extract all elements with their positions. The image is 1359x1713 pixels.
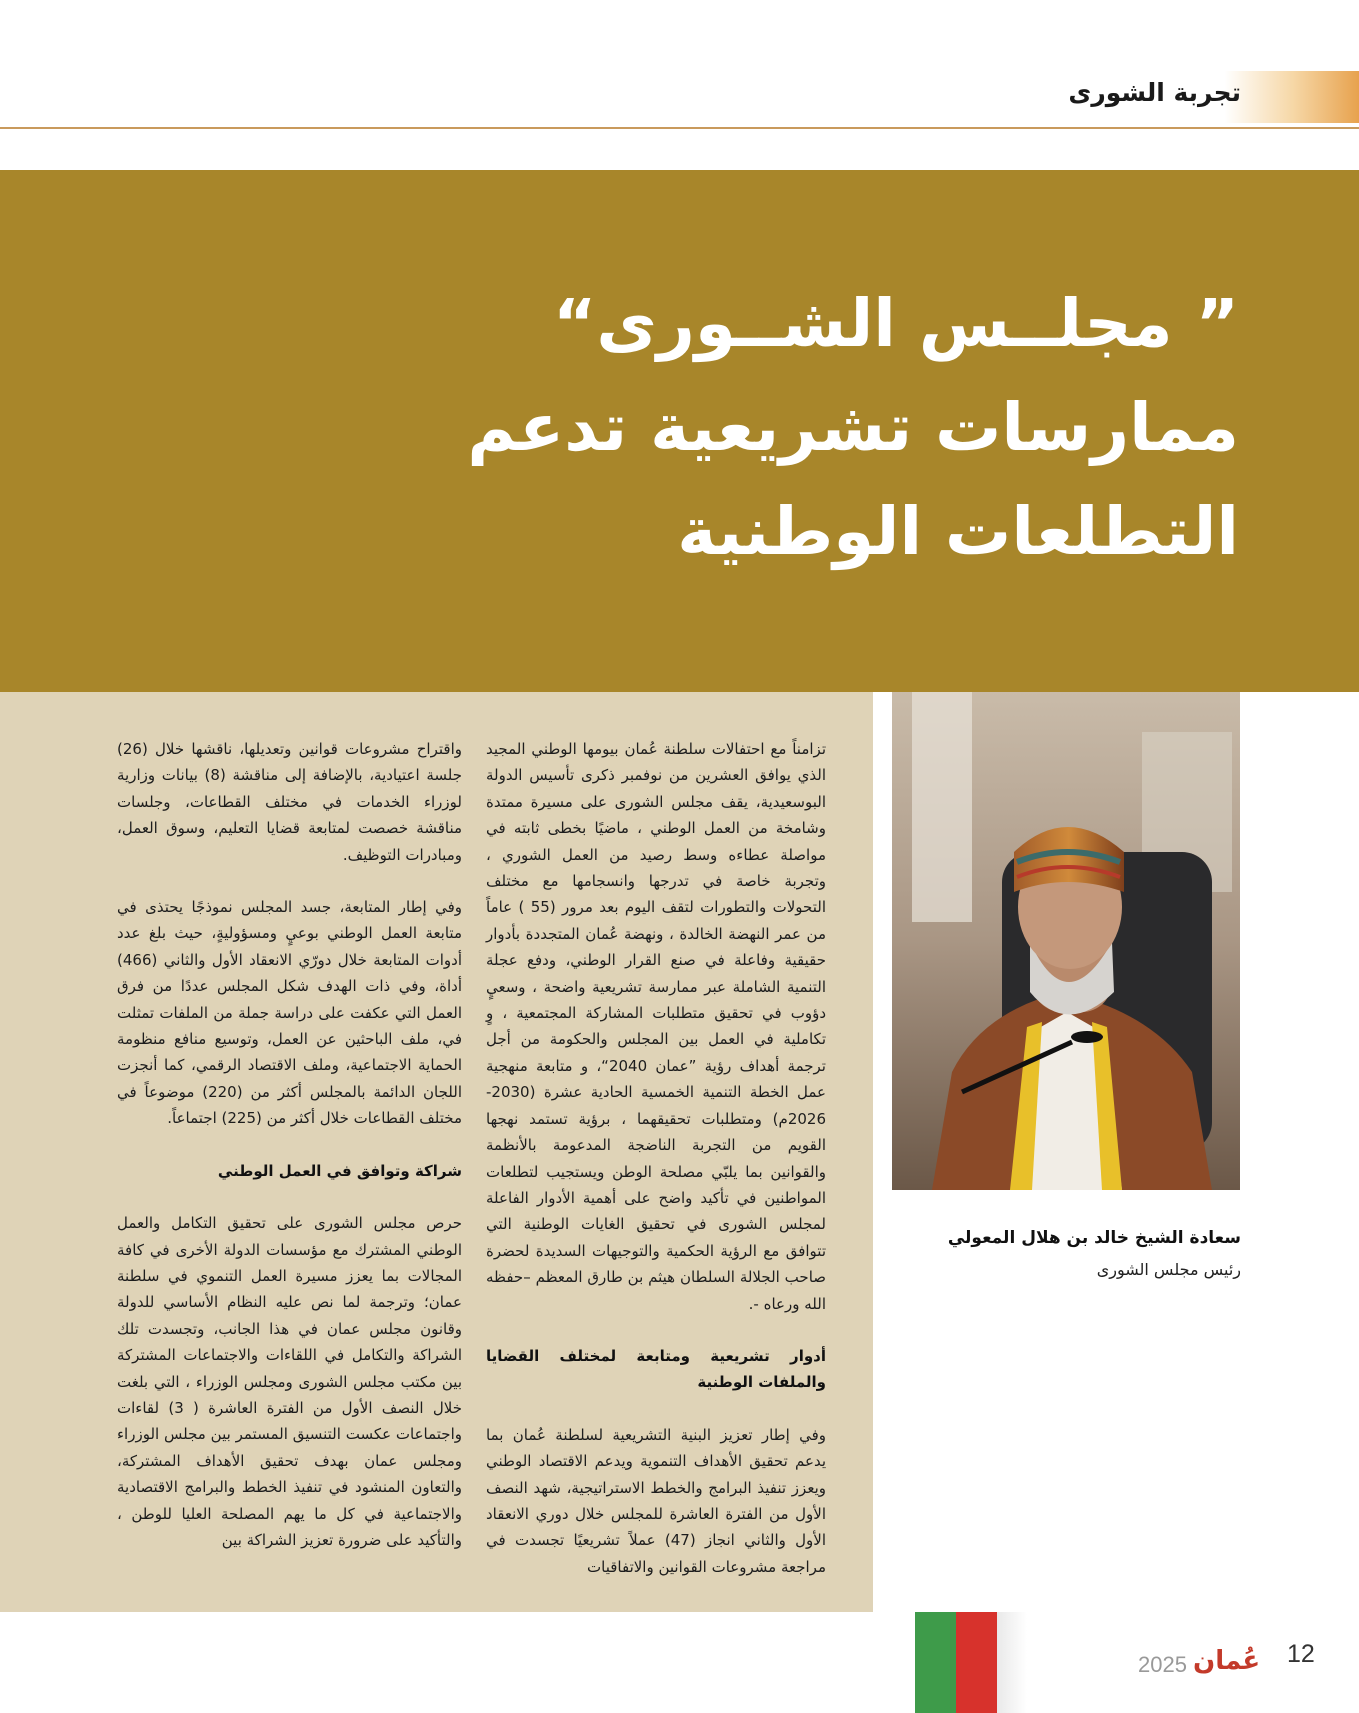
article-column-right [486, 736, 826, 1606]
flag-white-stripe [997, 1612, 1027, 1713]
photo-caption-title: رئيس مجلس الشورى [1096, 1260, 1241, 1279]
paragraph: واقتراح مشروعات قوانين وتعديلها، ناقشها خلال (26) جلسة اعتيادية، بالإضافة إلى مناقشة (8) بيانات وزارية لوزراء الخدمات في مختلف القطاعات، وجلسات مناقشة خصصت لمتابعة قضايا التعليم، وسوق العمل، ومبادرات التوظيف. [117, 740, 462, 864]
hero-title [419, 272, 1239, 584]
paragraph: وفي إطار المتابعة، جسد المجلس نموذجًا يحتذى في متابعة العمل الوطني بوعيٍ ومسؤوليةٍ، حيث بلغ عدد أدوات المتابعة خلال دورّي الانعقاد الأول والثاني (466) أداة، وفي ذات الهدف شكل المجلس عددًا من فرق العمل التي عكفت على دراسة جملة من الملفات تمثلت في، ملف الباحثين عن العمل، وتوسيع منافع منظومة الحماية الاجتماعية، وملف الاقتصاد الرقمي، كما أنجزت اللجان الدائمة بالمجلس أكثر من (220) موضوعاً في مختلف القطاعات خلال أكثر من (225) اجتماعاً. [117, 898, 462, 1128]
hero-title-line-1: ” مجلــس الشــورى“ [552, 285, 1239, 362]
page-number: 12 [1287, 1640, 1315, 1668]
subheading: شراكة وتوافق في العمل الوطني [217, 1161, 462, 1180]
portrait-illustration [892, 692, 1240, 1190]
magazine-year: 2025 [1138, 1652, 1187, 1677]
magazine-logo: عُمان [1193, 1646, 1261, 1676]
subheading: أدوار تشريعية ومتابعة لمختلف القضايا والملفات الوطنية [486, 1346, 826, 1392]
paragraph: وفي إطار تعزيز البنية التشريعية لسلطنة عُمان بما يدعم تحقيق الأهداف التنموية ويدعم الاقتصاد الوطني ويعزز تنفيذ البرامج والخطط الاستراتيجية، شهد النصف الأول من الفترة العاشرة للمجلس خلال دوري الانعقاد الأول والثاني انجاز (47) عملاً تشريعيًا تجسدت في مراجعة مشروعات القوانين والاتفاقيات [486, 1425, 826, 1576]
hero-title-line-3: التطلعات الوطنية [677, 493, 1239, 570]
paragraph: حرص مجلس الشورى على تحقيق التكامل والعمل الوطني المشترك مع مؤسسات الدولة الأخرى في كافة المجالات بما يعزز مسيرة العمل التنموي في سلطنة عمان؛ وترجمة لما نص عليه النظام الأساسي للدولة وقانون مجلس عمان في هذا الجانب، وتجسدت تلك الشراكة والتكامل في اللقاءات والاجتماعات المشتركة بين مكتب مجلس الشورى ومجلس الوزراء ، التي بلغت خلال النصف الأول من الفترة العاشرة ( 3) لقاءات واجتماعات عكست التنسيق المستمر بين مجلس الوزراء ومجلس عمان بهدف تحقيق الأهداف المشتركة، والتعاون المنشود في تنفيذ الخطط والبرامج الاقتصادية والاجتماعية في كل ما يهم المصلحة العليا للوطن ، والتأكيد على ضرورة تعزيز الشراكة بين [117, 1214, 462, 1549]
portrait-photo [892, 692, 1240, 1190]
oman-flag-stripes [915, 1612, 997, 1713]
paragraph: تزامناً مع احتفالات سلطنة عُمان بيومها الوطني المجيد الذي يوافق العشرين من نوفمبر ذكرى تأسيس الدولة البوسعيدية، يقف مجلس الشورى على مسيرة ممتدة وشامخة من العمل الوطني ، ماضيًا بخطى ثابته في مواصلة عطاءه وسط رصيد من العمل الشوري ، وتجربة خاصة في تدرجها وانسجامها مع مختلف التحولات والتطورات لتقف اليوم بعد مرور (55 ) عاماً من عمر النهضة الخالدة ، ونهضة عُمان المتجددة بأدوار حقيقية وفاعلة في صنع القرار الوطني، ودفع عجلة التنمية الشاملة عبر ممارسة تشريعية واضحة ، وسعيٍ دؤوب في تحقيق متطلبات المشاركة المجتمعية ، وٍ تكاملية في العمل بين المجلس والحكومة من أجل ترجمة أهداف رؤية ”عمان 2040“، و متابعة منهجية عمل الخطة التنمية الخمسية الحادية عشرة (2030-2026م) ومتطلبات تحقيقهما ، برؤية تستمد نهجها القويم من التجربة الناضجة المدعومة بالأنظمة والقوانين بما يلبّي مصلحة الوطن ويستجيب لتطلعات المواطنين في تأكيد واضح على أهمية الأدوار الفاعلة لمجلس الشورى في تحقيق الغايات الوطنية التي تتوافق مع الرؤية الحكمية والتوجيهات السديدة لحضرة صاحب الجلالة السلطان هيثم بن طارق المعظم –حفظه الله ورعاه -. [486, 740, 826, 1313]
section-label: تجربة الشورى [1068, 78, 1241, 107]
hero-title-line-2: ممارسات تشريعية تدعم [467, 389, 1239, 466]
photo-caption-name: سعادة الشيخ خالد بن هلال المعولي [947, 1228, 1241, 1248]
header-divider [0, 127, 1359, 129]
flag-red-stripe [956, 1612, 997, 1713]
flag-green-stripe [915, 1612, 956, 1713]
article-column-left [117, 736, 462, 1579]
